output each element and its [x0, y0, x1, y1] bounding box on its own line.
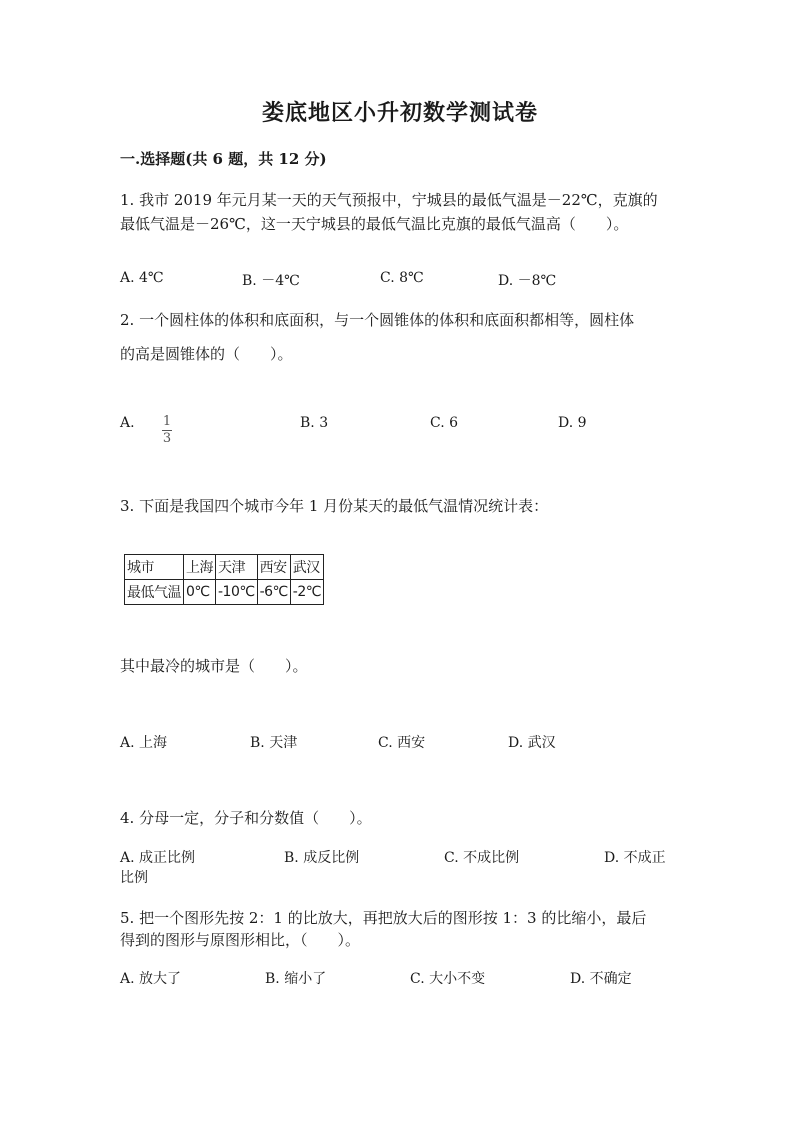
question-2-option-d: D. 9: [558, 415, 587, 431]
question-1-option-c: C. 8℃: [380, 270, 424, 286]
question-2-option-c: C. 6: [430, 415, 459, 431]
question-5-option-b: B. 缩小了: [265, 971, 327, 987]
question-1-line-2: 最低气温是－26℃，这一天宁城县的最低气温比克旗的最低气温高（ ）。: [120, 215, 629, 233]
table-cell: 上海: [184, 555, 216, 580]
question-4-option-d-wrap: 比例: [120, 870, 148, 886]
temperature-table: [124, 554, 324, 605]
question-5-option-a: A. 放大了: [120, 971, 182, 987]
question-1-line-1: 1. 我市 2019 年元月某一天的天气预报中，宁城县的最低气温是－22℃，克旗的: [120, 191, 658, 209]
question-4-option-d: D. 不成正: [604, 850, 666, 866]
fraction-denominator: 3: [162, 431, 172, 446]
table-cell: -10℃: [216, 580, 258, 605]
question-3-followup: 其中最冷的城市是（ ）。: [120, 657, 308, 675]
table-cell: 西安: [257, 555, 290, 580]
question-2-line-2: 的高是圆锥体的（ ）。: [120, 345, 293, 363]
question-2-option-a: A.: [120, 415, 135, 431]
question-3-option-c: C. 西安: [378, 735, 426, 751]
question-4-option-b: B. 成反比例: [284, 850, 360, 866]
question-2-option-b: B. 3: [300, 415, 329, 431]
question-3-option-a: A. 上海: [120, 735, 168, 751]
question-4-option-a: A. 成正比例: [120, 850, 196, 866]
table-cell: -6℃: [257, 580, 290, 605]
exam-title: 娄底地区小升初数学测试卷: [261, 100, 538, 126]
question-5-line-2: 得到的图形与原图形相比，（ ）。: [120, 931, 361, 949]
table-data-row: [125, 580, 324, 605]
question-1-option-d: D. －8℃: [498, 273, 557, 289]
question-1-option-b: B. －4℃: [242, 273, 300, 289]
question-3-option-d: D. 武汉: [508, 735, 556, 751]
question-1-option-a: A. 4℃: [120, 270, 164, 286]
table-cell: 最低气温: [125, 580, 184, 605]
table-header-row: [125, 555, 324, 580]
table-cell: -2℃: [290, 580, 323, 605]
fraction-numerator: 1: [162, 414, 172, 429]
table-cell: 武汉: [290, 555, 323, 580]
question-3-option-b: B. 天津: [250, 735, 298, 751]
table-cell: 天津: [216, 555, 258, 580]
question-4-line-1: 4. 分母一定，分子和分数值（ ）。: [120, 809, 372, 827]
table-cell: 城市: [125, 555, 184, 580]
question-2-fraction: [162, 410, 172, 446]
question-5-option-d: D. 不确定: [570, 971, 632, 987]
question-4-option-c: C. 不成比例: [444, 850, 520, 866]
question-5-option-c: C. 大小不变: [410, 971, 486, 987]
question-2-line-1: 2. 一个圆柱体的体积和底面积，与一个圆锥体的体积和底面积都相等，圆柱体: [120, 311, 635, 329]
question-3-line-1: 3. 下面是我国四个城市今年 1 月份某天的最低气温情况统计表：: [120, 497, 549, 515]
question-5-line-1: 5. 把一个图形先按 2：1 的比放大，再把放大后的图形按 1：3 的比缩小，最后: [120, 909, 647, 927]
table-cell: 0℃: [184, 580, 216, 605]
section-heading: 一.选择题(共 6 题，共 12 分): [120, 150, 327, 168]
